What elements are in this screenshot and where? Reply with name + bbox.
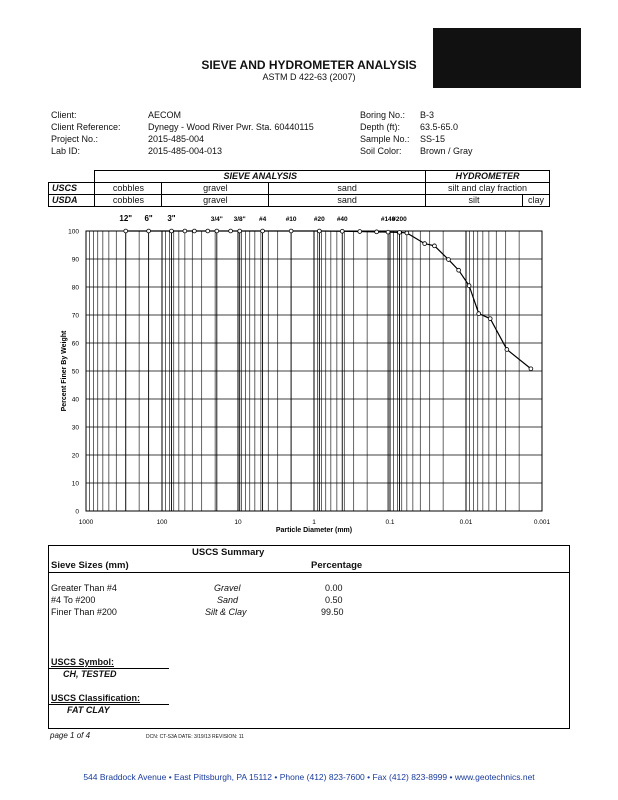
sieve-label: 3" — [167, 214, 176, 223]
summary-row-size: #4 To #200 — [51, 595, 96, 605]
data-point — [457, 268, 461, 272]
uscs-classification-value: FAT CLAY — [67, 705, 110, 715]
info-label: Project No.: — [51, 134, 99, 144]
page-number: page 1 of 4 — [50, 731, 91, 740]
data-point — [477, 312, 481, 316]
data-point — [340, 229, 344, 233]
y-tick-label: 80 — [71, 284, 79, 292]
sieve-label: 12" — [119, 214, 133, 223]
info-value: B-3 — [420, 110, 435, 120]
usda-sand: sand — [269, 195, 426, 207]
summary-col-sieve: Sieve Sizes (mm) — [51, 560, 129, 571]
info-value: AECOM — [148, 110, 182, 120]
y-tick-label: 60 — [71, 340, 79, 348]
sieve-label: #200 — [392, 216, 407, 223]
info-value: Dynegy - Wood River Pwr. Sta. 60440115 — [148, 122, 314, 132]
x-tick-label: 100 — [156, 519, 168, 526]
data-point — [423, 242, 427, 246]
info-label: Client: — [51, 110, 77, 120]
y-axis-label: Percent Finer By Weight — [61, 330, 68, 412]
sieve-label: 3/4" — [210, 216, 223, 223]
summary-row-class: Silt & Clay — [205, 607, 247, 617]
summary-row-class: Sand — [217, 595, 239, 605]
summary-row-pct: 99.50 — [321, 607, 344, 617]
data-point — [358, 230, 362, 234]
data-point — [238, 229, 242, 233]
gradation-curve — [126, 231, 531, 369]
sieve-label: #4 — [258, 216, 267, 223]
chart-grid — [86, 231, 542, 511]
y-tick-label: 90 — [71, 256, 79, 264]
info-value: 2015-485-004-013 — [148, 146, 223, 156]
y-tick-label: 10 — [71, 480, 79, 488]
summary-row-size: Greater Than #4 — [51, 583, 117, 593]
summary-row-size: Finer Than #200 — [51, 607, 117, 617]
uscs-sand: sand — [269, 183, 426, 195]
uscs-symbol-value: CH, TESTED — [63, 669, 117, 679]
company-footer: 544 Braddock Avenue • East Pittsburgh, PA 15112 • Phone (412) 823-7600 • Fax (412) 823-8999 • www.geotechnics.net — [83, 772, 535, 782]
uscs-symbol-label: USCS Symbol: — [51, 657, 115, 667]
y-tick-label: 0 — [75, 508, 79, 516]
x-tick-labels — [79, 519, 551, 526]
y-tick-label: 30 — [71, 424, 79, 432]
x-tick-label: 0.001 — [533, 519, 551, 526]
info-value: 2015-485-004 — [148, 134, 205, 144]
uscs-classification-label: USCS Classification: — [51, 693, 141, 703]
x-tick-label: 0.1 — [385, 519, 395, 526]
data-point — [206, 229, 210, 233]
data-point — [170, 229, 174, 233]
x-tick-label: 10 — [234, 519, 242, 526]
uscs-gravel: gravel — [162, 183, 269, 195]
y-tick-label: 100 — [68, 228, 79, 236]
data-points — [124, 229, 533, 371]
sieve-labels — [119, 214, 407, 511]
report-title: SIEVE AND HYDROMETER ANALYSIS — [201, 58, 417, 72]
sieve-label: #20 — [313, 216, 325, 223]
summary-row-pct: 0.50 — [325, 595, 343, 605]
data-point — [529, 367, 533, 371]
sieve-label: #40 — [336, 216, 348, 223]
data-point — [215, 229, 219, 233]
data-point — [192, 229, 196, 233]
usda-cobbles: cobbles — [95, 195, 162, 207]
info-value: 63.5-65.0 — [420, 122, 459, 132]
data-point — [183, 229, 187, 233]
sieve-label: #10 — [285, 216, 297, 223]
data-point — [488, 317, 492, 321]
summary-title: USCS Summary — [192, 547, 265, 558]
y-tick-labels — [68, 229, 79, 516]
info-label: Lab ID: — [51, 146, 81, 156]
data-point — [289, 229, 293, 233]
sieve-label: 3/8" — [233, 216, 246, 223]
usda-label: USDA — [49, 195, 95, 207]
data-point — [386, 230, 390, 234]
data-point — [147, 229, 151, 233]
uscs-cobbles: cobbles — [95, 183, 162, 195]
y-tick-label: 20 — [71, 452, 79, 460]
y-tick-label: 40 — [71, 396, 79, 404]
doc-control-info: DCN: CT-S3A DATE: 3/19/13 REVISION: 11 — [146, 734, 244, 740]
summary-row-class: Gravel — [214, 583, 241, 593]
data-point — [405, 231, 409, 235]
info-label: Depth (ft): — [360, 122, 401, 132]
hydrometer-header: HYDROMETER — [426, 171, 550, 183]
summary-divider — [49, 572, 569, 573]
usda-silt: silt — [426, 195, 523, 207]
info-label: Client Reference: — [51, 122, 121, 132]
sieve-label: #140 — [380, 216, 396, 223]
data-point — [447, 258, 451, 262]
x-tick-label: 0.01 — [459, 519, 473, 526]
data-point — [229, 229, 233, 233]
report-subtitle: ASTM D 422-63 (2007) — [262, 72, 356, 82]
y-tick-label: 50 — [71, 368, 79, 376]
data-point — [375, 230, 379, 234]
uscs-label: USCS — [49, 183, 95, 195]
info-label: Boring No.: — [360, 110, 406, 120]
summary-col-percentage: Percentage — [311, 560, 363, 571]
usda-gravel: gravel — [162, 195, 269, 207]
x-axis-label: Particle Diameter (mm) — [275, 527, 353, 534]
info-label: Sample No.: — [360, 134, 410, 144]
data-point — [467, 284, 471, 288]
data-point — [317, 229, 321, 233]
info-value: SS-15 — [420, 134, 446, 144]
y-tick-label: 70 — [71, 312, 79, 320]
summary-row-pct: 0.00 — [325, 583, 343, 593]
data-point — [433, 244, 437, 248]
info-label: Soil Color: — [360, 146, 402, 156]
uscs-silt-clay: silt and clay fraction — [426, 183, 550, 195]
sieve-label: 6" — [144, 214, 153, 223]
sieve-analysis-header: SIEVE ANALYSIS — [95, 171, 426, 183]
data-point — [124, 229, 128, 233]
data-point — [261, 229, 265, 233]
x-tick-label: 1000 — [78, 519, 94, 526]
data-point — [505, 348, 509, 352]
uscs-summary-box — [48, 545, 570, 729]
info-value: Brown / Gray — [420, 146, 473, 156]
data-point — [398, 231, 402, 235]
usda-clay: clay — [522, 195, 549, 207]
x-tick-label: 1 — [312, 519, 316, 526]
